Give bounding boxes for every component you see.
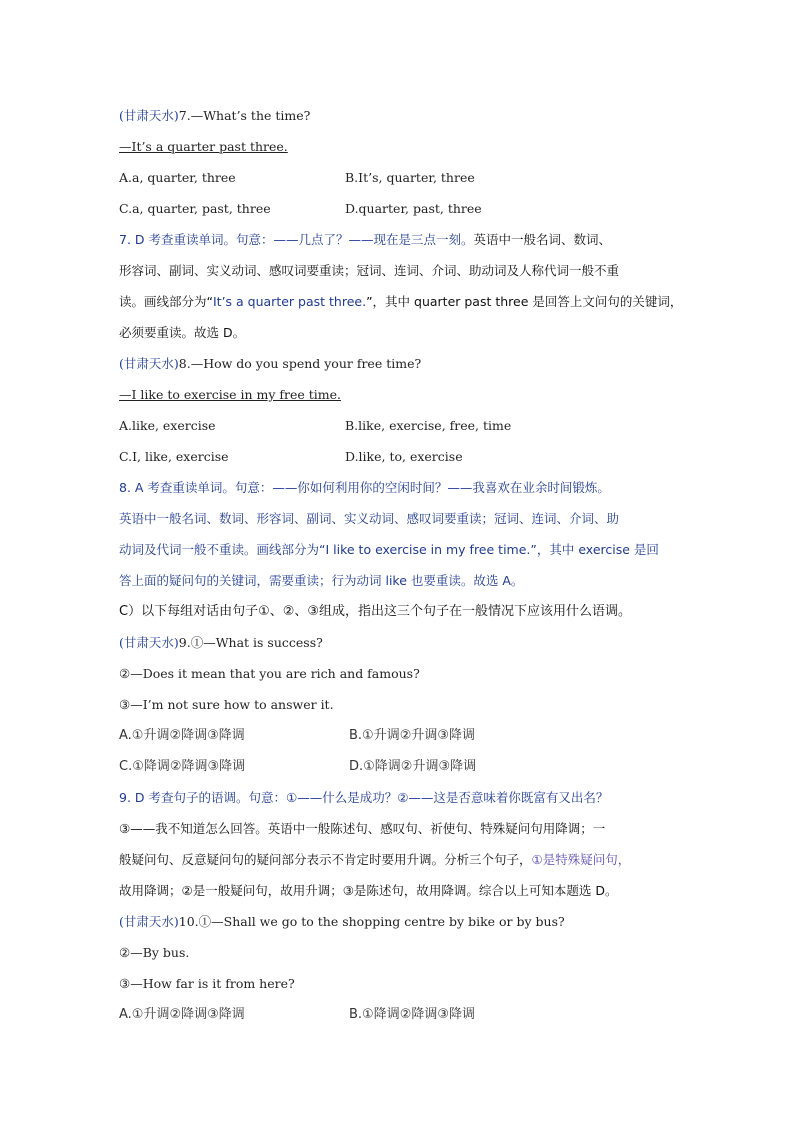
q9-stem [119, 627, 684, 658]
q9-options-row-2 [119, 751, 684, 782]
q9-option-a: A.①升调②降调③降调 [119, 728, 245, 743]
q7-stem [119, 100, 684, 131]
q9-answer-line2: ③——我不知道怎么回答。英语中一般陈述句、感叹句、祈使句、特殊疑问句用降调；一 [119, 821, 606, 836]
q10-options-row-1 [119, 999, 684, 1030]
q7-answer-quote: It’s a quarter past three. [212, 294, 367, 309]
q8-options-row-1 [119, 410, 684, 441]
q9-options-row-1 [119, 720, 684, 751]
q9-answer-head: 9. D 考查句子的语调。句意：①——什么是成功？②——这是否意味着你既富有又出名？ [119, 790, 609, 805]
q8-answer-line4: 答上面的疑问句的关键词，需要重读；行为动词 like 也要重读。故选 A。 [119, 573, 524, 588]
q7-option-c: C.a, quarter, past, three [119, 201, 271, 216]
q10-sentence-2: ②—By bus. [119, 945, 190, 960]
q9-option-c: C.①降调②降调③降调 [119, 759, 246, 774]
q7-reply [119, 131, 684, 162]
q7-source: (甘肃天水) [119, 108, 179, 123]
q7-reply-text: —It’s a quarter past three. [119, 139, 288, 154]
q7-options-row-2 [119, 193, 684, 224]
q7-option-a: A.a, quarter, three [119, 170, 236, 185]
q10-stem-text: 10.①—Shall we go to the shopping centre by bike or by bus? [178, 914, 565, 929]
q10-stem [119, 906, 684, 937]
q8-reply-text: —I like to exercise in my free time. [119, 387, 342, 402]
q8-reply [119, 379, 684, 410]
q9-sentence-3: ③—I’m not sure how to answer it. [119, 697, 334, 712]
q7-answer-head: 7. D 考查重读单词。句意：——几点了？——现在是三点一刻。 [119, 232, 474, 247]
q7-option-b: B.It’s, quarter, three [345, 170, 475, 185]
q7-stem-text: 7.—What’s the time? [178, 108, 311, 123]
q7-option-d: D.quarter, past, three [345, 201, 482, 216]
q9-answer [119, 782, 684, 906]
q9-answer-line4: 故用降调；②是一般疑问句，故用升调；③是陈述句，故用降调。综合以上可知本题选 D。 [119, 883, 618, 898]
q10-source: (甘肃天水) [119, 914, 179, 929]
q8-source: (甘肃天水) [119, 356, 179, 371]
q8-answer [119, 472, 684, 596]
q7-answer-line2: 形容词、副词、实义动词、感叹词要重读；冠词、连词、介词、助动词及人称代词一般不重 [119, 263, 620, 278]
q7-options-row-1 [119, 162, 684, 193]
q8-answer-line2: 英语中一般名词、数词、形容词、副词、实义动词、感叹词要重读；冠词、连词、介词、助 [119, 511, 620, 526]
q8-answer-line3b: ”，其中 exercise 是回 [530, 542, 659, 557]
q8-option-b: B.like, exercise, free, time [345, 418, 512, 433]
q8-option-a: A.like, exercise [119, 418, 216, 433]
q9-answer-line3a: 般疑问句、反意疑问句的疑问部分表示不肯定时要用升调。分析三个句子， [119, 852, 532, 867]
q9-option-b: B.①升调②升调③降调 [349, 728, 476, 743]
q10-option-b: B.①降调②降调③降调 [349, 1007, 476, 1022]
q8-option-c: C.I, like, exercise [119, 449, 229, 464]
q7-answer-line3a: 读。画线部分为“ [119, 294, 213, 309]
q8-answer-head: 8. A 考查重读单词。句意：——你如何利用你的空闲时间？——我喜欢在业余时间锻炼。 [119, 480, 610, 495]
q7-answer-line1-rest: 英语中一般名词、数词、 [473, 232, 612, 247]
q8-answer-line3a: 动词及代词一般不重读。画线部分为“ [119, 542, 326, 557]
q7-answer-line3b: ”，其中 quarter past three 是回答上文问句的关键词， [366, 294, 683, 309]
q8-stem-text: 8.—How do you spend your free time? [178, 356, 422, 371]
section-c-heading: C）以下每组对话由句子①、②、③组成，指出这三个句子在一般情况下应该用什么语调。 [119, 604, 632, 619]
q9-source: (甘肃天水) [119, 635, 179, 650]
q9-answer-line3b: ①是特殊疑问句， [531, 852, 631, 867]
q8-options-row-2 [119, 441, 684, 472]
q8-stem [119, 348, 684, 379]
q10-option-a: A.①升调②降调③降调 [119, 1007, 245, 1022]
q9-sentence-2: ②—Does it mean that you are rich and famous? [119, 666, 420, 681]
q9-stem-text: 9.①—What is success? [178, 635, 323, 650]
q10-sentence-3: ③—How far is it from here? [119, 976, 295, 991]
q7-answer [119, 224, 684, 348]
q8-answer-quote: I like to exercise in my free time. [325, 542, 531, 557]
q7-answer-line4: 必须要重读。故选 D。 [119, 325, 246, 340]
q8-option-d: D.like, to, exercise [345, 449, 463, 464]
q9-option-d: D.①降调②升调③降调 [349, 759, 477, 774]
